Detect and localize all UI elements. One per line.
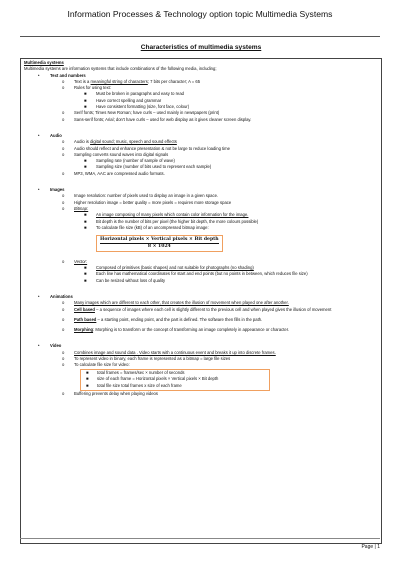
- video-calc-3: ■ total file size total frames x size of each frame: [86, 382, 182, 388]
- page-header: Information Processes & Technology option topic Multimedia Systems: [67, 9, 333, 19]
- bitmap-item-3: ■ To calculate file size (kB) of an uncompressed bitmap image:: [84, 224, 209, 230]
- animations-cell-based: o Cell based – a sequence of images where each cell is slightly different to the previous cell and when played gives the illusion of movement: [62, 306, 332, 312]
- text-rule-1: ■ Must be broken in paragraphs and easy to read: [84, 91, 184, 97]
- formula-denominator: 8 × 1024: [147, 244, 171, 250]
- document-body: [20, 44, 382, 544]
- bitmap-label: o Bitmap:: [62, 205, 89, 211]
- section-images-heading: • Images: [38, 187, 65, 193]
- section-video-heading: • Video: [38, 343, 62, 349]
- audio-sampling: o Sampling converts sound waves into digital signals: [62, 151, 169, 157]
- images-quality: o Higher resolution image = better quality = more pixels = requires more storage space: [62, 199, 232, 205]
- page-number: Page | 1: [361, 544, 380, 550]
- animations-definition: o Many images which are different to each other, that creates the illusion of movement when played one after another.: [62, 300, 289, 306]
- audio-note: o Audio should reflect and enhance presentation & not be large to reduce loading time: [62, 145, 230, 151]
- vector-item-3: ■ Can be resized without loss of quality: [84, 277, 166, 283]
- header-rule: [20, 36, 380, 37]
- bitmap-item-1: ■ An image composing of many pixels which contain color information for the image.: [84, 212, 249, 218]
- vector-item-2: ■ Each line has mathematical coordinates for start and end points (but no points in between, which reduces file size): [84, 271, 308, 277]
- vector-item-1: ■ Composed of primitives (basic shapes) and not suitable for photographs (no shading): [84, 265, 254, 271]
- images-resolution: o Image resolution: number of pixels used to display an image in a given space.: [62, 193, 219, 199]
- video-buffering: o Buffering prevents delay when playing videos: [62, 390, 158, 396]
- document-title: Characteristics of multimedia systems: [140, 44, 262, 51]
- text-rule-2: ■ Have correct spelling and grammar: [84, 97, 162, 103]
- text-rule-3: ■ Have consistent formatting (size, font face, colour): [84, 104, 190, 110]
- audio-sampling-size: ■ Sampling size (number of bits used to represent each sample): [84, 164, 212, 170]
- video-binary: o To represent video in binary, each frame is represented as a bitmap = large file sizes: [62, 356, 231, 362]
- video-calc-2: ■ size of each frame = Horizontal pixels × Vertical pixels × Bit depth: [86, 376, 219, 382]
- footer-rule: [20, 538, 380, 539]
- text-definition: o Text is a meaningful string of characters; 7 bits per character; A = 65: [62, 78, 201, 84]
- vector-label: o Vector:: [62, 258, 88, 264]
- bitmap-item-2: ■ Bit depth is the number of bits per pixel (the higher bit depth, the more colours possible): [84, 218, 259, 224]
- bitmap-formula: [96, 235, 223, 252]
- video-definition: o Combines image and sound data . Video starts with a continuous event and breaks it up into discrete frames.: [62, 349, 276, 355]
- text-rules-intro: o Rules for using text:: [62, 85, 112, 91]
- audio-definition: o Audio is digital sound; music, speech and sound effects: [62, 139, 177, 145]
- text-serif: o Serif fonts; Times New Roman; have curls – used mainly in newspapers (print): [62, 110, 220, 116]
- video-calc-box: [80, 369, 270, 391]
- formula-numerator: Horizontal pixels × Vertical pixels × Bit depth: [100, 237, 219, 244]
- intro-text: Multimedia systems are information systems that include combinations of the following media, including;: [24, 66, 217, 72]
- intro-heading: Multimedia systems: [24, 60, 64, 65]
- section-text-heading: • Text and numbers: [38, 72, 86, 78]
- audio-sampling-rate: ■ Sampling rate (number of sample of wave): [84, 158, 175, 164]
- video-calc-1: ■ total frames = frames/sec × number of seconds: [86, 370, 185, 376]
- animations-path-based: o Path based – a starting point, ending point, and the part is defined. The software then fills in the path.: [62, 316, 263, 322]
- audio-formats: o MP3, WMA, AAC are compressed audio formats.: [62, 170, 165, 176]
- animations-morphing: o Morphing: Morphing is to transform or the concept of transforming an image completely in appearance or character.: [62, 327, 290, 333]
- content-box: [20, 58, 382, 544]
- video-calc-intro: o To calculate file size for video:: [62, 362, 130, 368]
- section-animations-heading: • Animations: [38, 294, 73, 299]
- text-sans: o Sans-serif fonts; Arial; don't have curls – used for web display as it gives cleaner screen display.: [62, 116, 252, 122]
- section-audio-heading: • Audio: [38, 132, 62, 138]
